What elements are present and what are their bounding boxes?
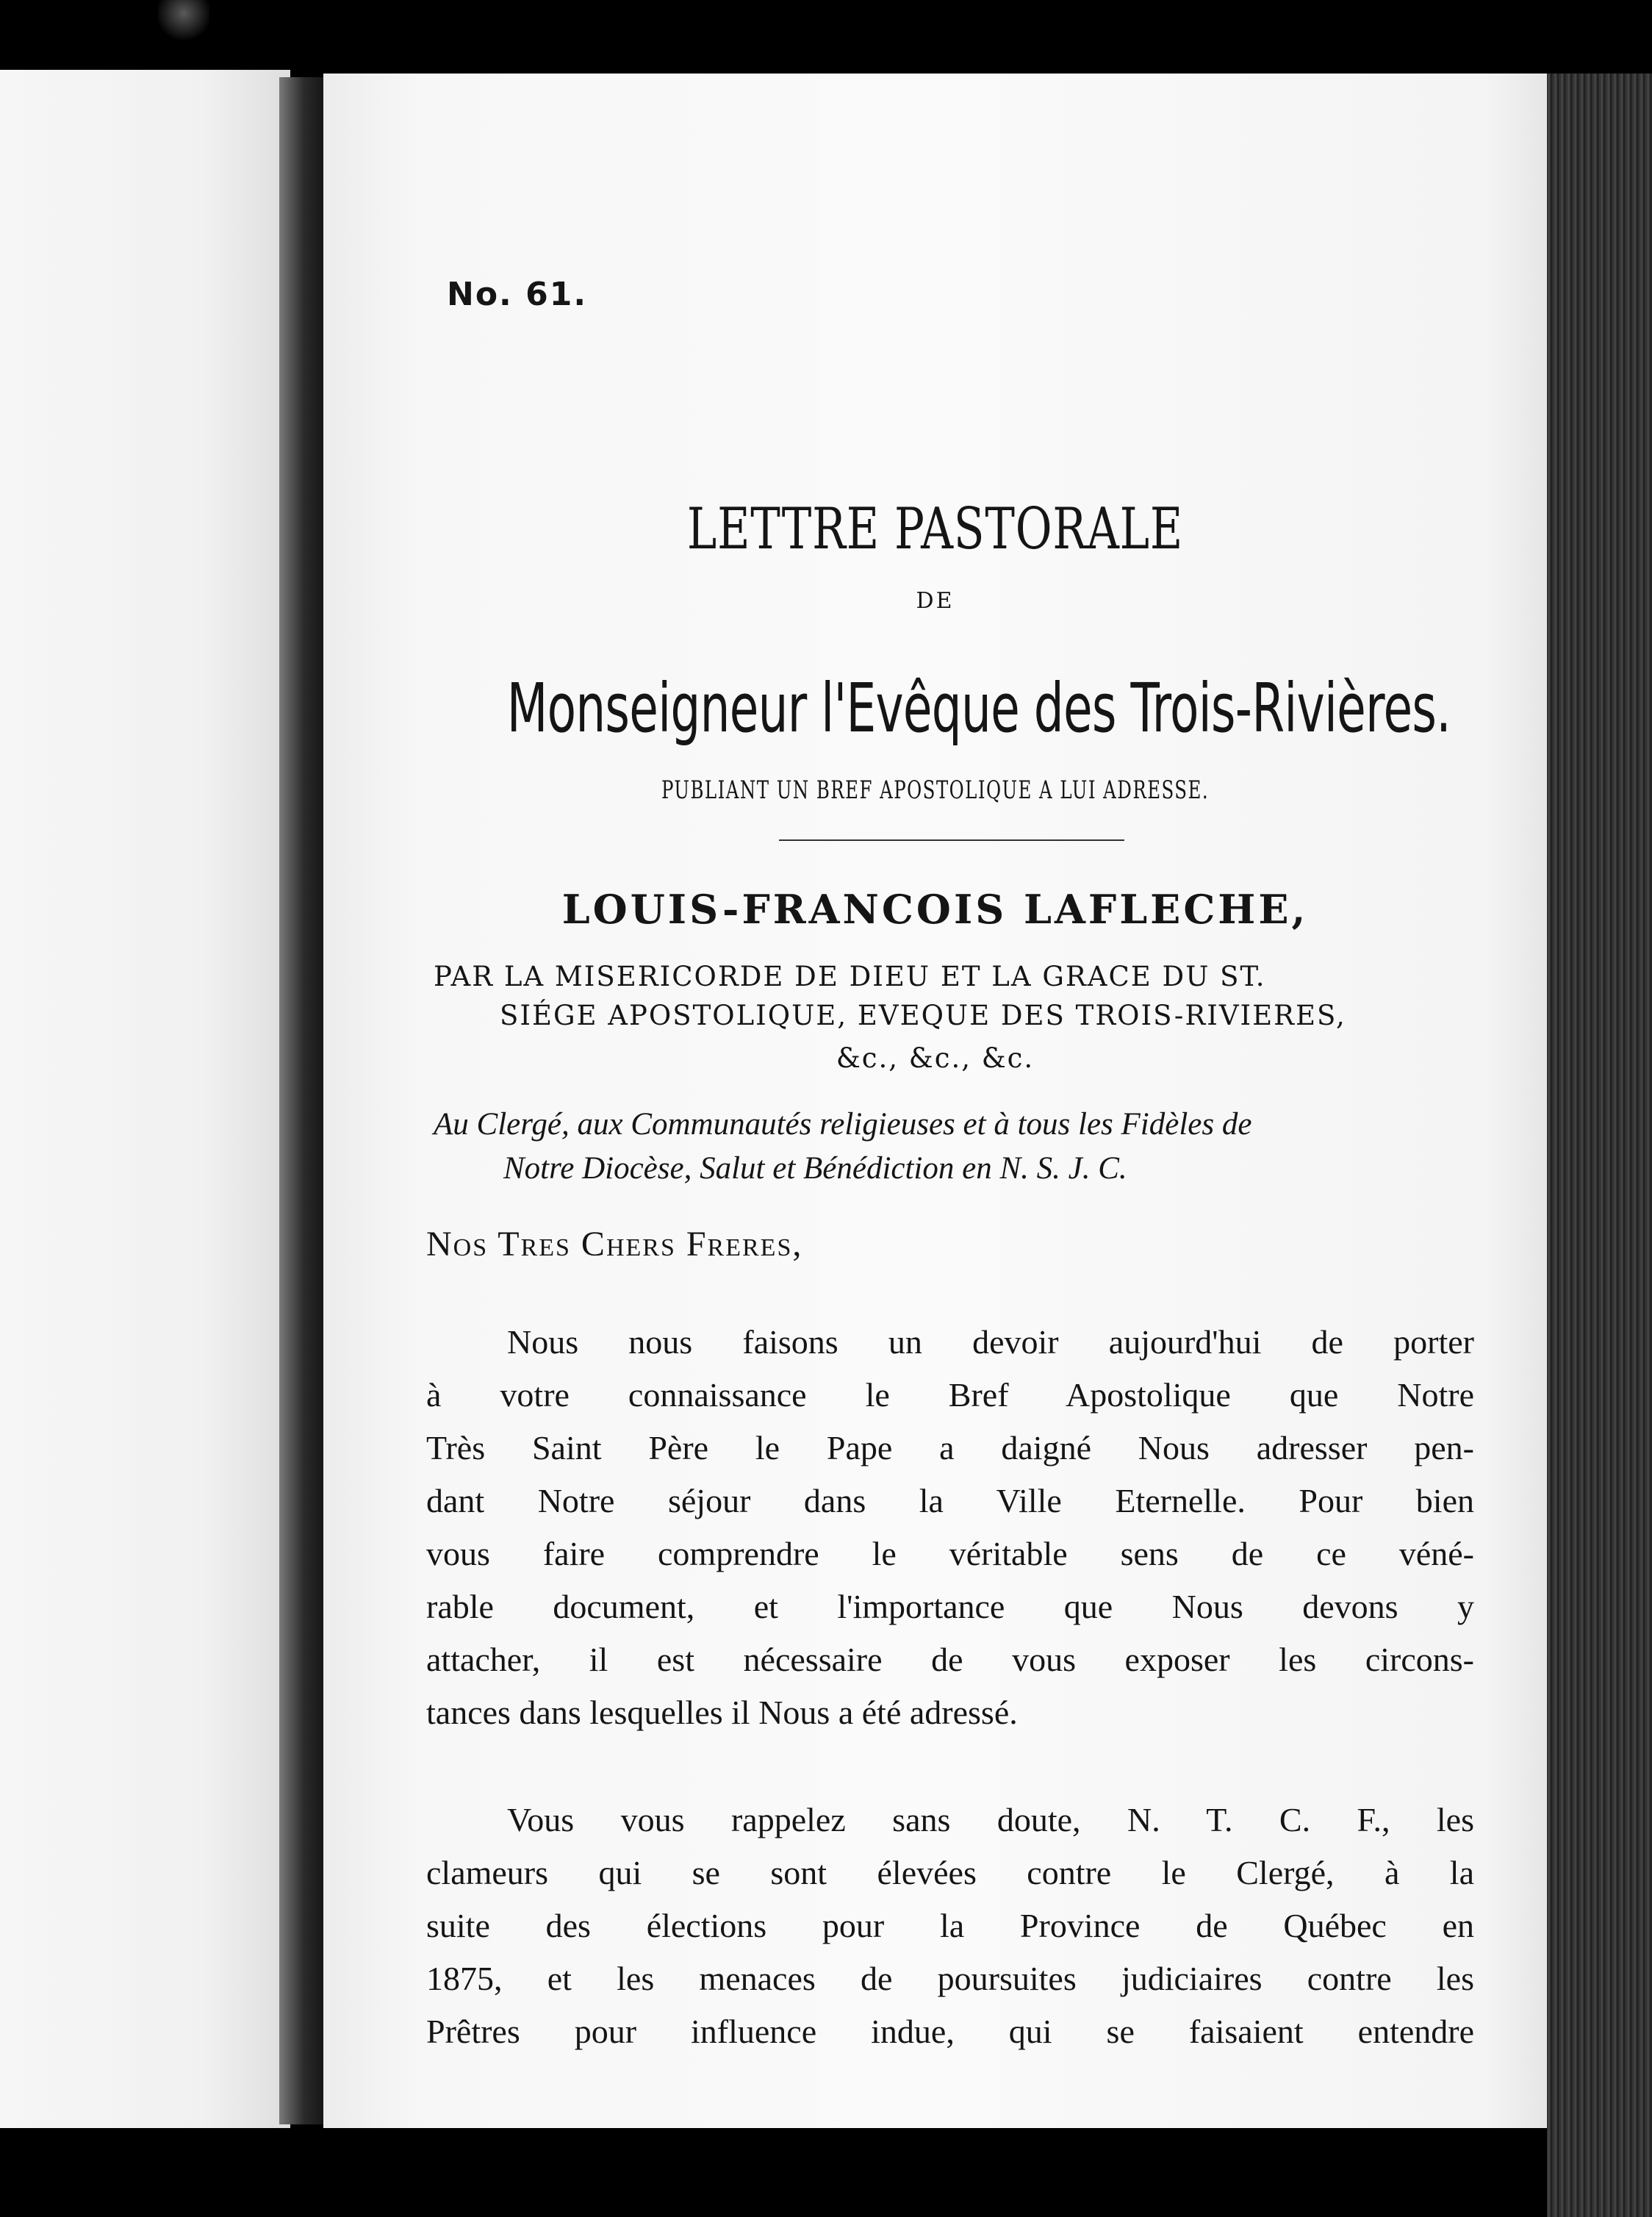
text-line: 1875, et les menaces de poursuites judiciaires contre les xyxy=(426,1960,1474,1997)
scan-artifact xyxy=(158,0,209,44)
divider-rule xyxy=(779,839,1124,841)
bishop-heading: Monseigneur l'Evêque des Trois-Rivières. xyxy=(506,669,1451,748)
author-style-line: &c., &c., &c. xyxy=(836,1042,1035,1074)
text-line: à votre connaissance le Bref Apostolique que Notre xyxy=(426,1376,1474,1414)
page-edges xyxy=(1547,74,1652,2217)
addressee-line: Au Clergé, aux Communautés religieuses et à tous les Fidèles de xyxy=(434,1107,1252,1142)
facing-blank-page xyxy=(0,70,290,2128)
author-style-line: PAR LA MISERICORDE DE DIEU ET LA GRACE DU ST. xyxy=(434,961,1266,992)
document-page xyxy=(323,74,1547,2128)
document-title: LETTRE PASTORALE xyxy=(686,496,1184,562)
text-line: Vous vous rappelez sans doute, N. T. C. F., les xyxy=(507,1801,1474,1838)
text-line: vous faire comprendre le véritable sens de ce véné- xyxy=(426,1535,1474,1572)
salutation: Nos Tres Chers Freres, xyxy=(426,1225,803,1264)
text-line: Prêtres pour influence indue, qui se faisaient entendre xyxy=(426,2013,1474,2050)
text-line: Très Saint Père le Pape a daigné Nous adresser pen- xyxy=(426,1429,1474,1466)
document-number: No. 61. xyxy=(447,276,588,313)
title-connector: DE xyxy=(916,588,955,614)
text-line: dant Notre séjour dans la Ville Eternelle. Pour bien xyxy=(426,1482,1474,1519)
author-name: LOUIS-FRANCOIS LAFLECHE, xyxy=(561,886,1309,933)
addressee-line: Notre Diocèse, Salut et Bénédiction en N. S. J. C. xyxy=(503,1151,1127,1186)
text-line: tances dans lesquelles il Nous a été adressé. xyxy=(426,1694,1018,1731)
text-line: Nous nous faisons un devoir aujourd'hui de porter xyxy=(507,1323,1474,1361)
author-style-line: SIÉGE APOSTOLIQUE, EVEQUE DES TROIS-RIVIERES, xyxy=(500,1000,1346,1031)
document-subtitle: PUBLIANT UN BREF APOSTOLIQUE A LUI ADRESSE. xyxy=(661,776,1210,805)
body-paragraph xyxy=(426,1794,1474,2058)
text-line: attacher, il est nécessaire de vous exposer les circons- xyxy=(426,1641,1474,1678)
text-line: clameurs qui se sont élevées contre le Clergé, à la xyxy=(426,1854,1474,1891)
text-line: suite des élections pour la Province de Québec en xyxy=(426,1907,1474,1944)
body-paragraph xyxy=(426,1316,1474,1739)
text-line: rable document, et l'importance que Nous devons y xyxy=(426,1588,1474,1625)
page-content xyxy=(323,74,1547,2128)
